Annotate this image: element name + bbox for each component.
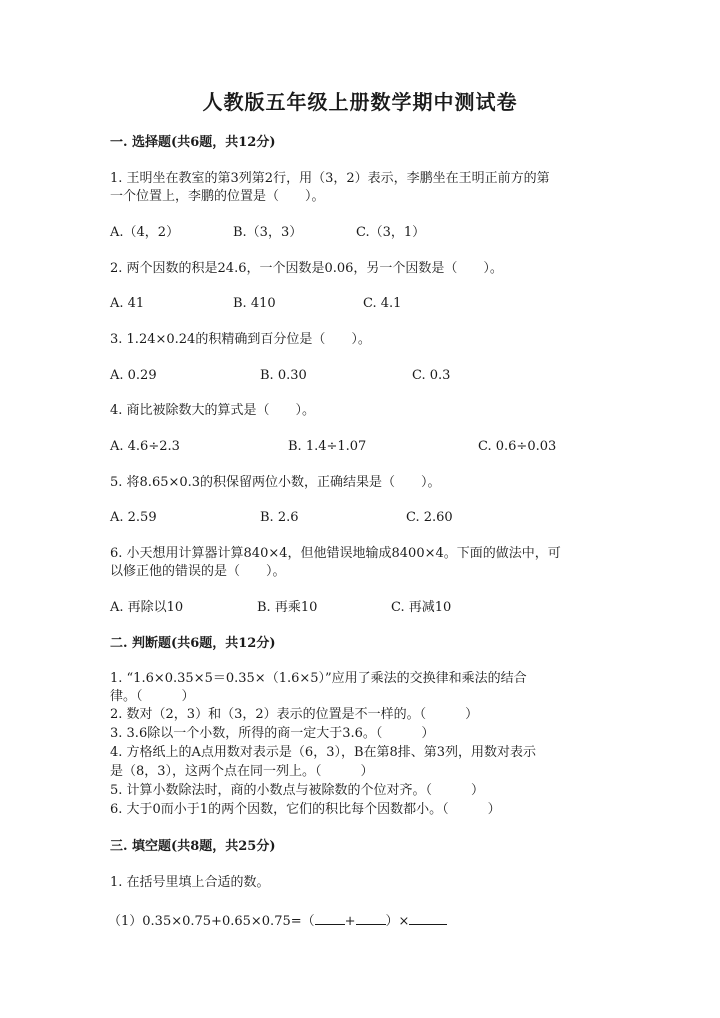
option-b: B.（3，3）	[233, 225, 303, 240]
judge-line: 律。（ ）	[110, 689, 195, 704]
option-c: C. 4.1	[363, 296, 402, 311]
plus-sign: +	[344, 914, 356, 929]
judge-line: 4. 方格纸上的A点用数对表示是（6，3），B在第8排、第3列，用数对表示	[110, 745, 537, 760]
option-a: A. 41	[110, 296, 145, 311]
fill-equation	[108, 912, 447, 931]
option-a: A. 4.6÷2.3	[110, 439, 180, 454]
judge-line: 3. 3.6除以一个小数，所得的商一定大于3.6。（ ）	[110, 726, 435, 741]
answer-blank[interactable]	[409, 912, 447, 925]
equation-text: ）×	[385, 914, 410, 929]
question-text: 5. 将8.65×0.3的积保留两位小数，正确结果是（ ）。	[110, 475, 441, 490]
answer-blank[interactable]	[315, 912, 345, 925]
option-b: B. 1.4÷1.07	[288, 439, 367, 454]
fill-question: 1. 在括号里填上合适的数。	[110, 875, 270, 890]
equation-text: （1）0.35×0.75+0.65×0.75=（	[108, 914, 315, 929]
question-text: 1. 王明坐在教室的第3列第2行，用（3，2）表示，李鹏坐在王明正前方的第	[110, 171, 550, 186]
option-b: B. 再乘10	[257, 600, 318, 615]
question-text: 以修正他的错误的是（ ）。	[110, 564, 286, 579]
option-c: C. 0.3	[412, 368, 451, 383]
section-heading-fill: 三. 填空题(共8题，共25分)	[110, 839, 276, 854]
question-text: 3. 1.24×0.24的积精确到百分位是（ ）。	[110, 332, 371, 347]
question-text: 2. 两个因数的积是24.6，一个因数是0.06，另一个因数是（ ）。	[110, 261, 503, 276]
judge-line: 是（8，3），这两个点在同一列上。（ ）	[110, 764, 374, 779]
section-heading-mc: 一. 选择题(共6题，共12分)	[110, 135, 276, 150]
option-c: C. 2.60	[406, 510, 453, 525]
option-a: A. 0.29	[110, 368, 157, 383]
option-c: C.（3，1）	[356, 225, 426, 240]
option-c: C. 0.6÷0.03	[478, 439, 557, 454]
page-title: 人教版五年级上册数学期中测试卷	[202, 90, 518, 114]
question-text: 6. 小天想用计算器计算840×4，但他错误地输成8400×4。下面的做法中，可	[110, 546, 561, 561]
option-a: A.（4，2）	[110, 225, 180, 240]
section-heading-judge: 二. 判断题(共6题，共12分)	[110, 636, 276, 651]
judge-line: 2. 数对（2，3）和（3，2）表示的位置是不一样的。（ ）	[110, 707, 479, 722]
option-b: B. 410	[233, 296, 276, 311]
judge-line: 6. 大于0而小于1的两个因数，它们的积比每个因数都小。（ ）	[110, 802, 501, 817]
option-a: A. 2.59	[110, 510, 157, 525]
option-b: B. 2.6	[260, 510, 299, 525]
judge-line: 1. “1.6×0.35×5＝0.35×（1.6×5）”应用了乘法的交换律和乘法的结合	[110, 671, 527, 686]
answer-blank[interactable]	[356, 912, 386, 925]
option-a: A. 再除以10	[110, 600, 184, 615]
judge-line: 5. 计算小数除法时，商的小数点与被除数的个位对齐。（ ）	[110, 783, 485, 798]
option-b: B. 0.30	[260, 368, 307, 383]
question-text: 4. 商比被除数大的算式是（ ）。	[110, 403, 316, 418]
question-text: 一个位置上，李鹏的位置是（ ）。	[110, 189, 325, 204]
option-c: C. 再减10	[391, 600, 452, 615]
